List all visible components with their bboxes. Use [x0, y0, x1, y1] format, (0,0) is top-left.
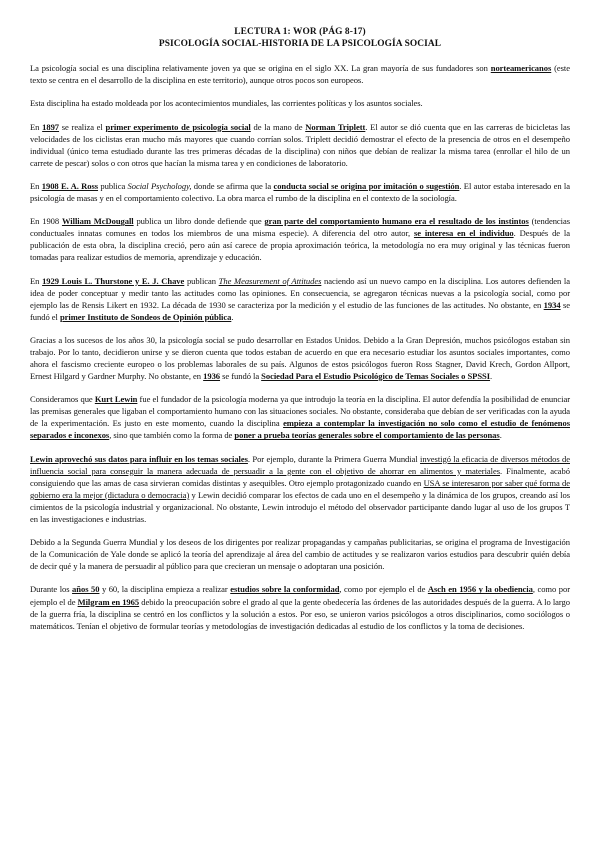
text-run: En	[30, 275, 43, 286]
highlight-run: empieza a contemplar la investigación no solo como el estudio de fenómenos separados e inconexos	[30, 418, 570, 441]
text-run: publica	[98, 180, 128, 191]
underline-run: USA se interesaron por saber qué forma de gobierno era la mejor (dictadura o democracia)	[30, 477, 570, 500]
text-run: naciendo así un nuevo campo en la disciplina. Los autores defienden la idea de poder conceptuar y medir tanto las actitudes como las opiniones. En consecuencia, se agregaron técnicas nuevas a la psicología social, como por ejemplo las de Rensis Likert en 1932. La década de 1930 se caracteriza por la medición y el estudio de las funciones de las actitudes. No obstante, en	[30, 275, 570, 310]
paragraph-6	[30, 275, 570, 323]
paragraph-5	[30, 215, 570, 263]
text-run: . Por ejemplo, durante la Primera Guerra Mundial	[247, 453, 421, 464]
paragraph-9	[30, 453, 570, 525]
text-run: (tendencias conductuales innatas comunes en todos los miembros de una misma especie). A diferencia del otro autor,	[30, 216, 571, 239]
text-run: , sino que también como la forma de	[109, 430, 235, 441]
paragraph-2	[30, 97, 570, 109]
text-run: publican	[184, 275, 219, 286]
text-run: y Lewin decidió comparar los efectos de cada uno en el desempeño y la dinámica de los grupos, creando así los cimientos de la psicología industrial y organizacional. No obstante, Lewin introdujo el método del observador participante dando lugar al uso de los grupos T en las investigaciones e industrias.	[30, 489, 570, 524]
text-run: , como por ejemplo el de	[30, 584, 571, 607]
text-run: y 60, la disciplina empieza a realizar	[99, 584, 231, 595]
text-run: . El autor estaba interesado en la psicología de masas y en el comportamiento colectivo. La obra marca el rumbo de la disciplina en el contexto de la sociología.	[30, 180, 571, 203]
text-run: La psicología social es una disciplina relativamente joven ya que se origina en el siglo XX. La gran mayoría de sus fundadores son	[30, 63, 491, 73]
text-run: Gracias a los sucesos de los años 30, la psicología social se pudo desarrollar en Estados Unidos. Debido a la Gran Depresión, muchos psicólogos estaban sin trabajo. Por lo tanto, decidieron unirse y se dieron cuenta que todos estaban de acuerdo en que era necesario estudiar los asuntos sociales importantes, como ahora el fascismo creciente europeo o los problemas laborales de su país. Algunos de estos psicólogos fueron Ross Stagner, David Krech, Gordon Allport, Ernest Hilgard y Gardner Murphy. No obstante, en	[30, 334, 570, 382]
text-run: .	[490, 371, 493, 382]
text-run: En	[30, 121, 43, 132]
highlight-run: 1897	[42, 121, 60, 132]
document-title	[30, 26, 570, 50]
highlight-run: gran parte del comportamiento humano era el resultado de los instintos	[264, 216, 529, 227]
text-run: . Después de la publicación de esta obra, la disciplina creció, pero aún así carece de propia aproximación teórica, la metodología no era muy original y las técnicas fueron tomadas para realizar estudios de memoria, aprendizaje y educación.	[30, 228, 570, 263]
text-run: (este texto se centra en el desarrollo de la disciplina en este territorio), aunque otros pocos son europeos.	[30, 63, 570, 86]
text-run: se realiza el	[59, 121, 106, 132]
text-run: , como por ejemplo el de	[339, 584, 428, 595]
text-run: .	[499, 430, 502, 441]
text-run: se fundó la	[220, 371, 262, 382]
highlight-run: poner a prueba teorías generales sobre el comportamiento de las personas	[234, 430, 500, 441]
text-run: Consideramos que	[30, 394, 95, 405]
paragraph-3	[30, 121, 570, 169]
text-run: debido la preocupación sobre el grado al que la gente obedecería las órdenes de las autoridades después de la guerra. A lo largo de la guerra fría, la disciplina se centró en los conflictos y la solución a estos. Por eso, se unieron varios psicólogos a otros disciplinarios, como sociólogos o matemáticos. Tenían el objetivo de formular teorías y metodologías de investigación dedicadas al estudio de los conflictos y la toma de decisiones.	[30, 596, 570, 631]
highlight-run: 1934	[543, 299, 561, 310]
text-run: Debido a la Segunda Guerra Mundial y los deseos de los dirigentes por realizar propagandas y campañas publicitarias, se origina el programa de Investigación de la Comunicación de Yale donde se aplicó la teoría del aprendizaje al área del cambio de actitudes y se realizaron varios estudios para descubrir quién debía de decir qué y la manera de persuadir al público para que crecieran un mensaje o adoptaran una posición.	[30, 537, 570, 572]
text-run: Durante los	[30, 584, 73, 595]
paragraph-1	[30, 62, 570, 86]
paragraph-10	[30, 536, 570, 572]
text-run: se fundó el	[30, 299, 570, 322]
highlight-run: 1929 Louis L. Thurstone y E. J. Chave	[42, 275, 185, 286]
text-run: fue el fundador de la psicología moderna ya que introdujo la teoría en la disciplina. El autor defendía la posibilidad de enunciar las premisas generales que ligaban el comportamiento humano con las situaciones sociales. No obstante, consideraba que debían de ser verificadas con la ayuda de la experimentación. Es justo en este momento, cuando la disciplina	[30, 394, 570, 429]
paragraph-4	[30, 180, 570, 204]
text-run: donde se afirma que la	[191, 180, 274, 191]
paragraph-8	[30, 393, 570, 441]
italic-run: Social Psychology,	[127, 180, 192, 191]
paragraph-11	[30, 583, 570, 631]
highlight-run: William McDougall	[61, 216, 134, 227]
highlight-run: conducta social se origina por imitación o sugestión	[273, 180, 460, 191]
text-run: En 1908	[30, 216, 62, 227]
highlight-run: Milgram en 1965	[77, 596, 140, 607]
highlight-run: se interesa en el individuo	[413, 228, 514, 239]
text-run: publica un libro donde defiende que	[133, 216, 265, 227]
text-run: . El autor se dió cuenta que en las carreras de bicicletas las velocidades de los ciclistas eran mucho más mayores que cuando corrían solos. Triplett decidió demostrar el efecto de la presencia de otros en el desempeño individual (único tema estudiado durante las tres primeras décadas de la disciplina) con niños que debían de realizar la misma tarea (enrollar el hilo de un carrete de pescar) solos o con otros que hacían la misma tarea y en condiciones de laboratorio.	[30, 121, 571, 168]
highlight-run: Lewin aprovechó sus datos para influir en los temas sociales	[30, 453, 248, 464]
highlight-run: Sociedad Para el Estudio Psicológico de Temas Sociales o SPSSI	[261, 371, 491, 382]
underline-run: investigó la eficacia de diversos métodos de influencia social para conseguir la manera adecuada de persuadir a la gente con el objetivo de ahorrar en alimentos y materiales	[30, 453, 570, 476]
paragraph-7	[30, 334, 570, 382]
text-run: . Finalmente, acabó consiguiendo que las amas de casa sirvieran comidas distintas y asequibles. Otro ejemplo protagonizado cuando en	[30, 465, 570, 488]
text-run: de la mano de	[250, 121, 306, 132]
highlight-run: Asch en 1956 y la obediencia	[427, 584, 533, 595]
italic-run: The Measurement of Attitudes	[218, 275, 322, 286]
text-run: .	[231, 311, 234, 322]
highlight-run: primer Instituto de Sondeos de Opinión pública	[59, 311, 232, 322]
text-run: Esta disciplina ha estado moldeada por los acontecimientos mundiales, las corrientes políticas y los asuntos sociales.	[30, 98, 423, 109]
highlight-run: estudios sobre la conformidad	[230, 584, 340, 595]
highlight-run: primer experimento de psicología social	[105, 121, 251, 132]
highlight-run: años 50	[72, 584, 100, 595]
highlight-run: 1936	[203, 371, 221, 382]
highlight-run: 1908 E. A. Ross	[41, 180, 99, 191]
highlight-run: Kurt Lewin	[94, 394, 138, 405]
highlight-run: norteamericanos	[490, 63, 552, 73]
title-line-1: LECTURA 1: WOR (PÁG 8-17)	[234, 27, 366, 37]
text-run: En	[30, 180, 42, 191]
highlight-run: Norman Triplett	[305, 121, 366, 132]
title-line-2: PSICOLOGÍA SOCIAL-HISTORIA DE LA PSICOLOGÍA SOCIAL	[158, 39, 442, 49]
